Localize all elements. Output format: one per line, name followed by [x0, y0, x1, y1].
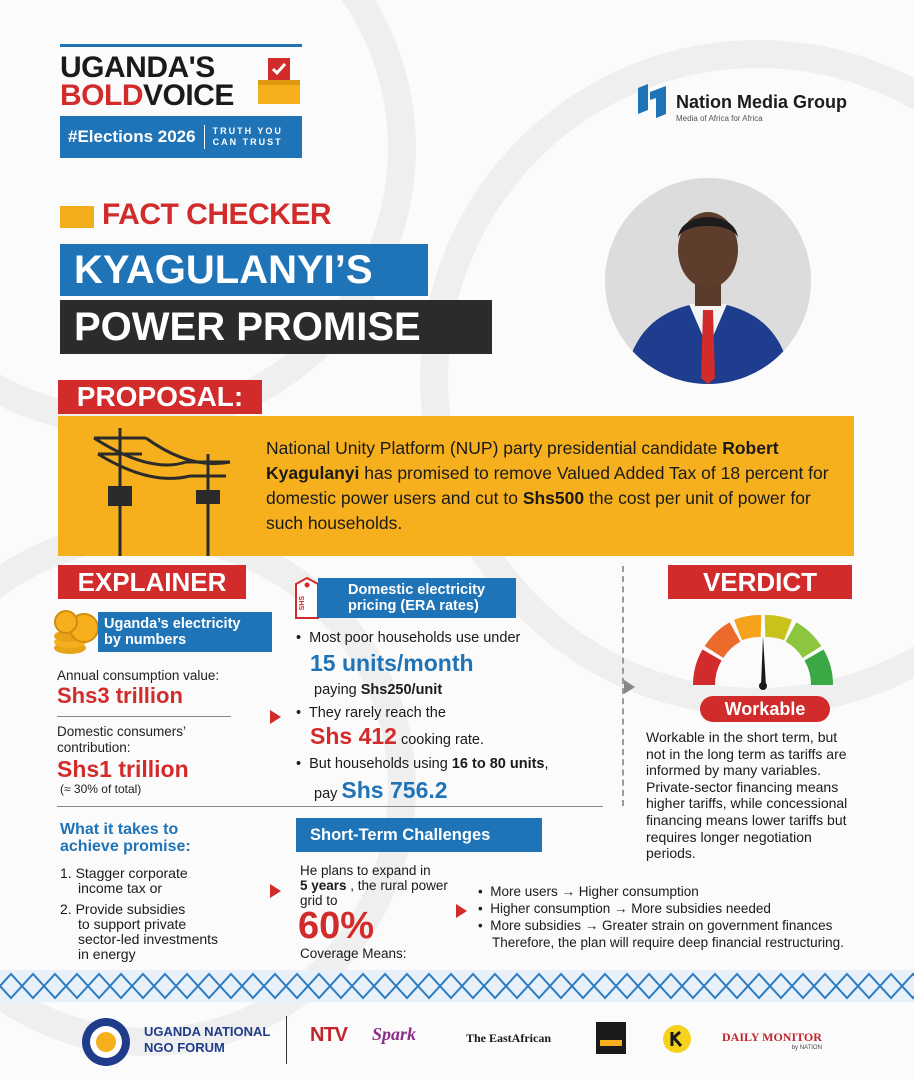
domestic-contribution-note: (≈ 30% of total) — [60, 782, 142, 796]
person-portrait-icon — [605, 178, 811, 384]
daily-monitor-logo: DAILY MONITOR by NATION — [722, 1030, 822, 1051]
coverage-consequences: • More users → Higher consumption • Higher consumption → More subsidies needed • More subsidies → Greater strain on government finances Therefore, the plan will require deep financial restructuring. — [478, 884, 844, 950]
publisher-name: Nation Media Group — [676, 92, 847, 112]
ngo-forum-seal-icon — [80, 1016, 132, 1068]
headline-line-1: KYAGULANYI’S — [60, 244, 428, 296]
pricing-pay-3: pay Shs 756.2 — [314, 777, 448, 803]
brand-bold: BOLD — [60, 79, 143, 112]
nation-media-logo-icon — [636, 84, 668, 118]
brand-top-rule — [60, 44, 302, 47]
radio-k-logo-icon — [662, 1024, 692, 1054]
numbers-divider — [57, 716, 231, 717]
annual-consumption-value: Shs3 trillion — [57, 683, 183, 708]
coverage-means: Coverage Means: — [300, 946, 407, 961]
price-tag-text: SHS — [299, 596, 306, 611]
spark-logo: Spark — [372, 1024, 417, 1044]
pricing-bullet-2: • They rarely reach the — [296, 705, 446, 721]
brand-voice: VOICE — [143, 79, 234, 112]
short-term-plan: He plans to expand in 5 years , the rural power grid to — [300, 863, 448, 908]
brand-line-1: UGANDA'S — [60, 51, 215, 84]
annual-consumption-label: Annual consumption value: — [57, 668, 220, 683]
arrow-marker — [456, 904, 467, 918]
verdict-text: Workable in the short term, but not in the long term as tariffs are informed by many variables. Private-sector financing means higher tariffs, while concessional financing means lower tariffs but requires longer negotiation periods. — [646, 729, 848, 862]
achieve-list: 1. Stagger corporate income tax or 2. Provide subsidies to support private sector-led investments in energy — [60, 865, 219, 962]
proposal-label: PROPOSAL: — [58, 380, 262, 414]
elections-tag — [60, 116, 302, 158]
arrow-marker — [270, 710, 281, 724]
verdict-label: VERDICT — [668, 565, 852, 599]
explainer-label: EXPLAINER — [58, 565, 246, 599]
pricing-cooking-rate: Shs 412 cooking rate. — [310, 723, 485, 749]
ntv-logo: NTV — [310, 1024, 347, 1046]
east-african-logo: The EastAfrican — [466, 1031, 551, 1045]
numbers-title: Uganda’s electricity by numbers — [98, 612, 272, 652]
pricing-bullet-3: • But households using 16 to 80 units, — [296, 756, 549, 772]
candidate-portrait — [605, 178, 811, 384]
kicker-bar — [60, 206, 94, 228]
pricing-title: Domestic electricity pricing (ERA rates) — [318, 578, 516, 618]
verdict-gauge-icon — [690, 612, 836, 690]
decorative-pattern-band — [0, 970, 914, 1002]
arrow-marker — [270, 884, 281, 898]
tag-separator — [204, 125, 205, 149]
domestic-contribution-value: Shs1 trillion — [57, 756, 189, 782]
headline-line-2: POWER PROMISE — [60, 300, 492, 354]
hashtag: #Elections 2026 — [68, 127, 196, 146]
ballot-box-icon — [256, 56, 302, 106]
coverage-percent: 60% — [298, 905, 375, 947]
brand-title — [60, 51, 234, 112]
pricing-pay-1: paying Shs250/unit — [314, 682, 443, 698]
explainer-bottom-rule — [57, 806, 603, 807]
coins-icon — [52, 608, 102, 656]
pricing-bullet-1: • Most poor households use under — [296, 630, 521, 646]
footer-divider — [286, 1016, 287, 1064]
publisher-tagline: Media of Africa for Africa — [676, 114, 763, 123]
arrow-marker — [624, 680, 635, 694]
domestic-contribution-label: Domestic consumers’ contribution: — [57, 724, 187, 755]
jembe-logo-icon — [596, 1022, 626, 1054]
ngo-forum-name: UGANDA NATIONAL NGO FORUM — [144, 1024, 271, 1055]
power-lines-icon — [80, 424, 250, 556]
candidate-name: Robert Kyagulanyi — [266, 438, 779, 483]
pricing-units-value: 15 units/month — [310, 650, 474, 676]
kicker: FACT CHECKER — [102, 198, 332, 231]
proposal-text: National Unity Platform (NUP) party presidential candidate Robert Kyagulanyi has promised to remove Valued Added Tax of 18 percent for domestic power users and cut to Shs500 the cost per unit of power for such households. — [266, 438, 829, 533]
tagline: TRUTH YOU CAN TRUST — [212, 126, 283, 147]
short-term-label: Short-Term Challenges — [296, 818, 542, 852]
verdict-rating: Workable — [700, 696, 830, 722]
proposal-amount: Shs500 — [522, 488, 585, 508]
achieve-title: What it takes to achieve promise: — [60, 821, 191, 855]
